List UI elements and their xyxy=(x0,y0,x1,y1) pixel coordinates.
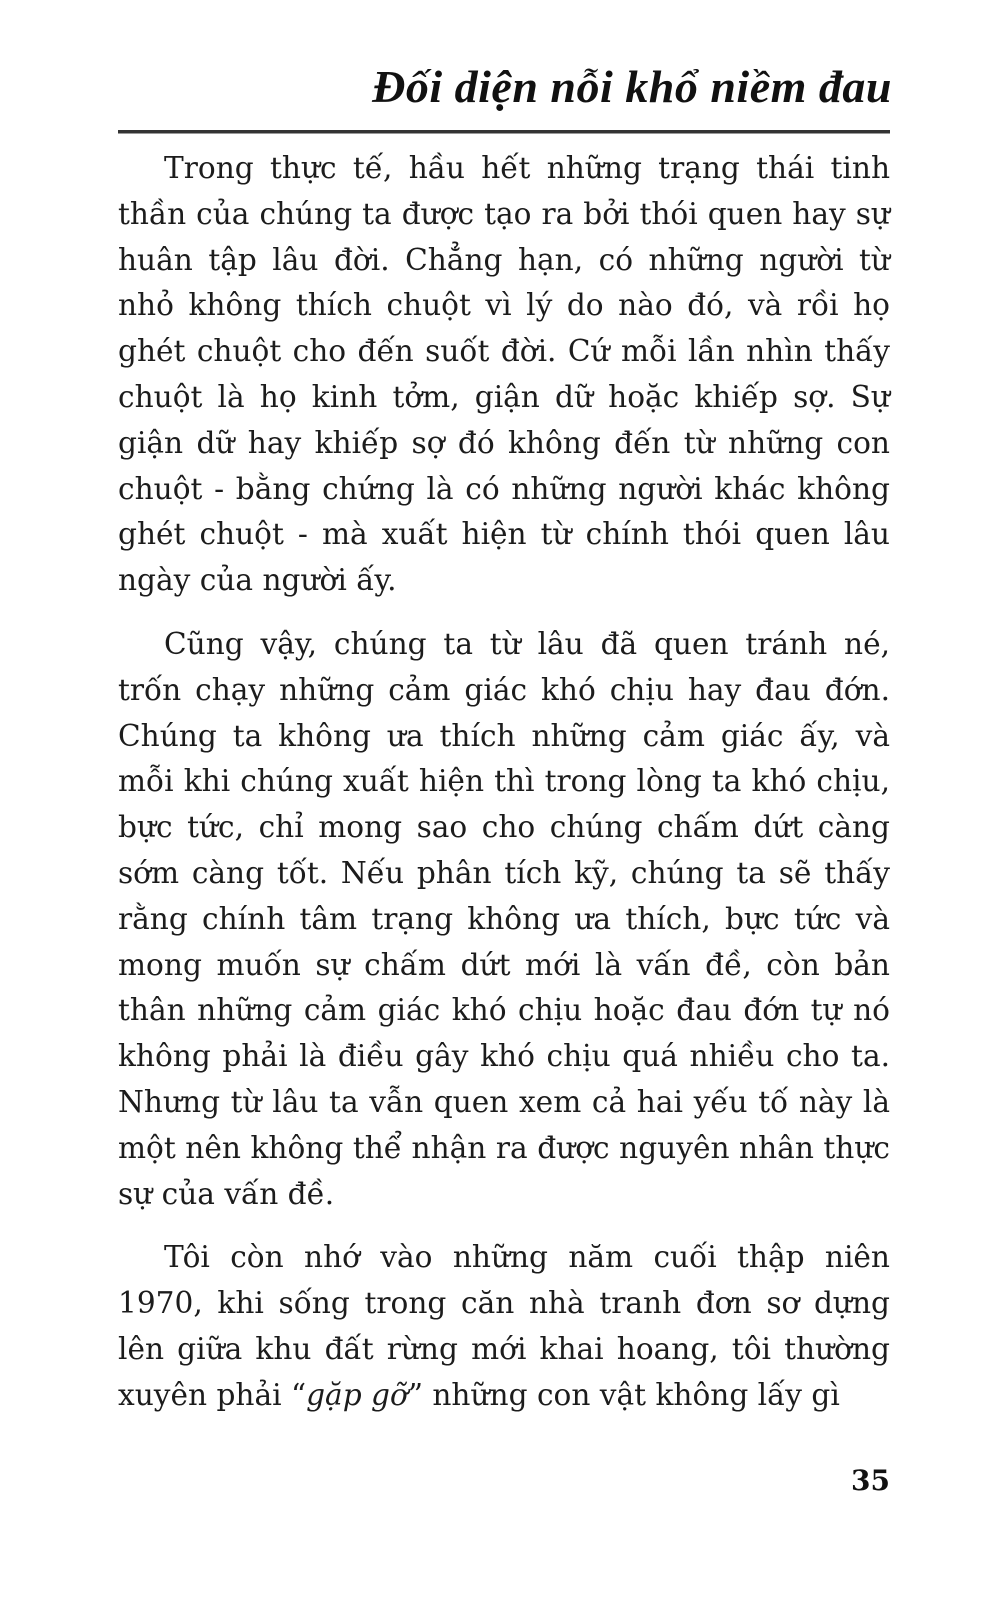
header-divider xyxy=(118,130,890,134)
paragraph-2: Cũng vậy, chúng ta từ lâu đã quen tránh né, trốn chạy những cảm giác khó chịu hay đau đớn. Chúng ta không ưa thích những cảm giác ấy, và mỗi khi chúng xuất hiện thì trong lòng ta khó chịu, bực tức, chỉ mong sao cho chúng chấm dứt càng sớm càng tốt. Nếu phân tích kỹ, chúng ta sẽ thấy rằng chính tâm trạng không ưa thích, bực tức và mong muốn sự chấm dứt mới là vấn đề, còn bản thân những cảm giác khó chịu hoặc đau đớn tự nó không phải là điều gây khó chịu quá nhiều cho ta. Nhưng từ lâu ta vẫn quen xem cả hai yếu tố này là một nên không thể nhận ra được nguyên nhân thực sự của vấn đề. xyxy=(118,626,890,1211)
paragraph-1: Trong thực tế, hầu hết những trạng thái tinh thần của chúng ta được tạo ra bởi thói quen hay sự huân tập lâu đời. Chẳng hạn, có những người từ nhỏ không thích chuột vì lý do nào đó, và rồi họ ghét chuột cho đến suốt đời. Cứ mỗi lần nhìn thấy chuột là họ kinh tởm, giận dữ hoặc khiếp sợ. Sự giận dữ hay khiếp sợ đó không đến từ những con chuột - bằng chứng là có những người khác không ghét chuột - mà xuất hiện từ chính thói quen lâu ngày của người ấy. xyxy=(118,151,890,598)
body-text xyxy=(118,146,890,1419)
paragraph-3-emphasis: gặp gỡ xyxy=(306,1377,408,1412)
paragraph-3 xyxy=(118,1235,890,1418)
paragraph-3-text-end: ” những con vật không lấy gì xyxy=(407,1377,840,1412)
paragraph-3-text-start: Tôi còn nhớ vào những năm cuối thập niên 1970, khi sống trong căn nhà tranh đơn sơ dựng lên giữa khu đất rừng mới khai hoang, tôi thường xuyên phải “ xyxy=(118,1240,890,1412)
running-header-title: Đối diện nỗi khổ niềm đau xyxy=(372,61,892,112)
page-number: 35 xyxy=(851,1464,890,1497)
